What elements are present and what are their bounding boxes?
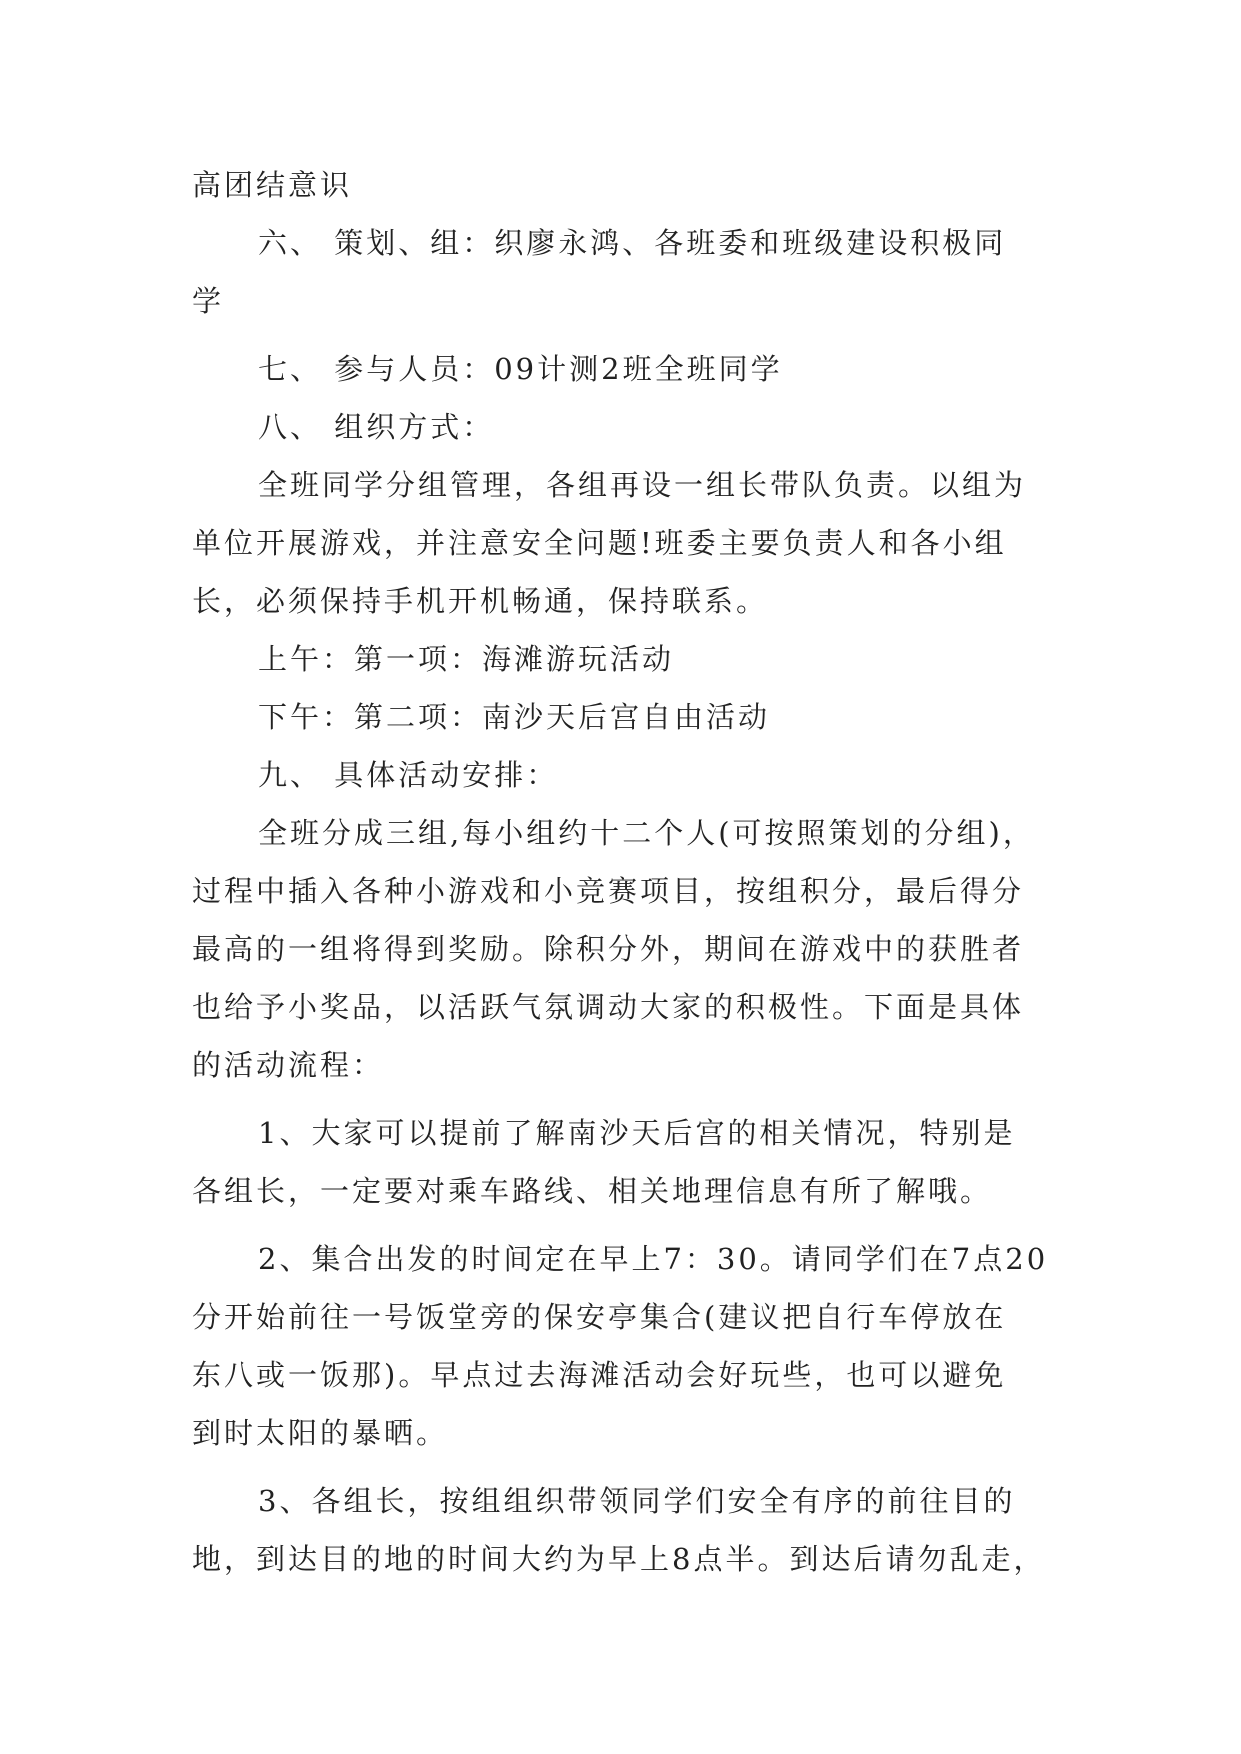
document-page bbox=[192, 156, 1062, 1588]
text-line: 九、 具体活动安排： bbox=[258, 758, 559, 792]
text-line: 下午：第二项：南沙天后宫自由活动 bbox=[258, 700, 771, 734]
text-line: 的活动流程： bbox=[192, 1048, 385, 1082]
text-line: 东八或一饭那)。早点过去海滩活动会好玩些，也可以避免 bbox=[192, 1358, 1007, 1392]
text-line: 到时太阳的暴晒。 bbox=[192, 1416, 449, 1450]
text-line: 也给予小奖品，以活跃气氛调动大家的积极性。下面是具体 bbox=[192, 990, 1025, 1024]
text-line: 高团结意识 bbox=[192, 168, 353, 202]
text-line: 3、各组长，按组组织带领同学们安全有序的前往目的 bbox=[258, 1484, 1016, 1518]
text-line: 最高的一组将得到奖励。除积分外，期间在游戏中的获胜者 bbox=[192, 932, 1025, 966]
text-line: 八、 组织方式： bbox=[258, 410, 495, 444]
text-line: 全班分成三组,每小组约十二个人(可按照策划的分组)， bbox=[258, 816, 1035, 850]
text-line: 六、 策划、组：织廖永鸿、各班委和班级建设积极同 bbox=[258, 226, 1007, 260]
text-line: 七、 参与人员：09计测2班全班同学 bbox=[258, 352, 783, 386]
text-line: 地，到达目的地的时间大约为早上8点半。到达后请勿乱走， bbox=[192, 1542, 1046, 1576]
text-line: 单位开展游戏，并注意安全问题!班委主要负责人和各小组 bbox=[192, 526, 1007, 560]
text-line: 分开始前往一号饭堂旁的保安亭集合(建议把自行车停放在 bbox=[192, 1300, 1007, 1334]
text-line: 全班同学分组管理，各组再设一组长带队负责。以组为 bbox=[258, 468, 1027, 502]
text-line: 2、集合出发的时间定在早上7：30。请同学们在7点20 bbox=[258, 1242, 1049, 1276]
text-line: 1、大家可以提前了解南沙天后宫的相关情况，特别是 bbox=[258, 1116, 1016, 1150]
text-line: 学 bbox=[192, 284, 225, 318]
text-line: 过程中插入各种小游戏和小竞赛项目，按组积分，最后得分 bbox=[192, 874, 1025, 908]
text-line: 各组长，一定要对乘车路线、相关地理信息有所了解哦。 bbox=[192, 1174, 993, 1208]
text-line: 长，必须保持手机开机畅通，保持联系。 bbox=[192, 584, 769, 618]
text-line: 上午：第一项：海滩游玩活动 bbox=[258, 642, 675, 676]
